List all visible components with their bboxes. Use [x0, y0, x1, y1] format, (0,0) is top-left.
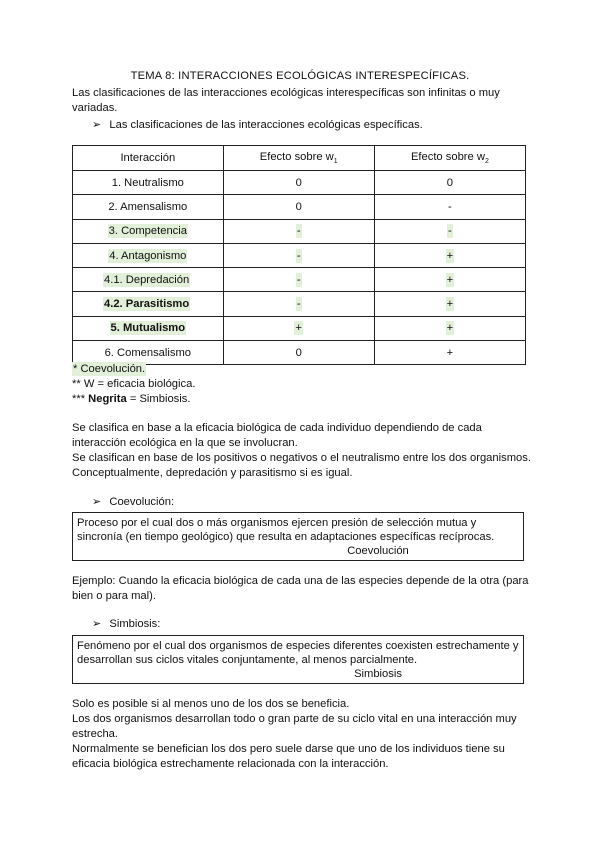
row-e2: - — [374, 195, 525, 219]
row-e2: + — [374, 268, 525, 292]
intro-paragraph: Las clasificaciones de las interacciones ecológicas interespecíficas son infinitas o muy variadas. — [72, 87, 500, 114]
note-eficacia: ** W = eficacia biológica. — [72, 378, 196, 390]
final-paragraph-3: Normalmente se benefician los dos pero suele darse que uno de los individuos tiene su eficacia biológica estrechamente relacionada con la interacción. — [72, 743, 505, 770]
final-paragraph-2: Los dos organismos desarrollan todo o gran parte de su ciclo vital en una interacción muy estrecha. — [72, 713, 517, 740]
arrow-bullet-icon: ➢ — [92, 119, 102, 131]
row-e2: - — [374, 219, 525, 243]
row-name: 4.1. Depredación — [73, 268, 224, 292]
table-row — [73, 219, 526, 243]
definition-label: Coevolución — [347, 545, 409, 557]
row-name: 5. Mutualismo — [73, 316, 224, 340]
table-header-row — [73, 146, 526, 171]
row-e1: 0 — [223, 341, 374, 365]
bullet-text: Las clasificaciones de las interacciones ecológicas específicas. — [109, 119, 423, 131]
bullet-text: Coevolución: — [109, 496, 175, 508]
row-e2: + — [374, 341, 525, 365]
note-negrita: *** Negrita = Simbiosis. — [72, 393, 191, 405]
row-name: 1. Neutralismo — [73, 171, 224, 195]
row-e1: - — [223, 268, 374, 292]
table-row — [73, 268, 526, 292]
row-name: 4.2. Parasitismo — [73, 292, 224, 316]
interactions-table — [72, 145, 526, 365]
row-name: 4. Antagonismo — [73, 243, 224, 267]
para-eficacia: Se clasifica en base a la eficacia biológica de cada individuo dependiendo de cada interacción ecológica en la que se involucran. — [72, 422, 482, 449]
table-row — [73, 292, 526, 316]
table-notes — [72, 362, 195, 407]
bullet-text: Simbiosis: — [109, 618, 161, 630]
page-title: TEMA 8: INTERACCIONES ECOLÓGICAS INTERESPECÍFICAS. — [130, 70, 470, 82]
arrow-bullet-icon: ➢ — [92, 618, 102, 630]
bullet-coevolucion — [92, 495, 174, 508]
arrow-bullet-icon: ➢ — [92, 496, 102, 508]
definition-text: Proceso por el cual dos o más organismos ejercen presión de selección mutua y sincronía (en tiempo geológico) que resulta en adaptaciones específicas recíprocas. — [77, 517, 495, 543]
row-e1: - — [223, 292, 374, 316]
row-e2: 0 — [374, 171, 525, 195]
row-name: 3. Competencia — [73, 219, 224, 243]
header-efecto-w1: Efecto sobre $w_1$ — [223, 146, 374, 171]
table-row — [73, 316, 526, 340]
row-e2: + — [374, 243, 525, 267]
definition-box-simbiosis — [72, 635, 524, 684]
note-coevolucion: * Coevolución. — [73, 363, 146, 375]
definition-label: Simbiosis — [354, 668, 402, 680]
row-e2: + — [374, 316, 525, 340]
row-e1: 0 — [223, 171, 374, 195]
row-e2: + — [374, 292, 525, 316]
final-paragraph-1: Solo es posible si al menos uno de los dos se beneficia. — [72, 698, 350, 710]
table-row — [73, 243, 526, 267]
header-efecto-w2: Efecto sobre $w_2$ — [374, 146, 525, 171]
bullet-clasificaciones — [92, 118, 423, 131]
row-name: 6. Comensalismo — [73, 341, 224, 365]
bullet-simbiosis — [92, 617, 160, 630]
definition-box-coevolucion — [72, 512, 524, 561]
row-e1: 0 — [223, 195, 374, 219]
row-e1: + — [223, 316, 374, 340]
row-e1: - — [223, 219, 374, 243]
definition-text: Fenómeno por el cual dos organismos de especies diferentes coexisten estrechamente y desarrollan sus ciclos vitales conjuntamente, al menos parcialmente. — [77, 640, 519, 666]
table-row — [73, 195, 526, 219]
para-positivos: Se clasifican en base de los positivos o negativos o el neutralismo entre los dos organismos. — [72, 452, 531, 464]
row-name: 2. Amensalismo — [73, 195, 224, 219]
table-row — [73, 171, 526, 195]
para-conceptual: Conceptualmente, depredación y parasitismo si es igual. — [72, 467, 353, 479]
example-paragraph: Ejemplo: Cuando la eficacia biológica de cada una de las especies depende de la otra (para bien o para mal). — [72, 575, 529, 602]
header-interaccion: Interacción — [73, 146, 224, 171]
row-e1: - — [223, 243, 374, 267]
